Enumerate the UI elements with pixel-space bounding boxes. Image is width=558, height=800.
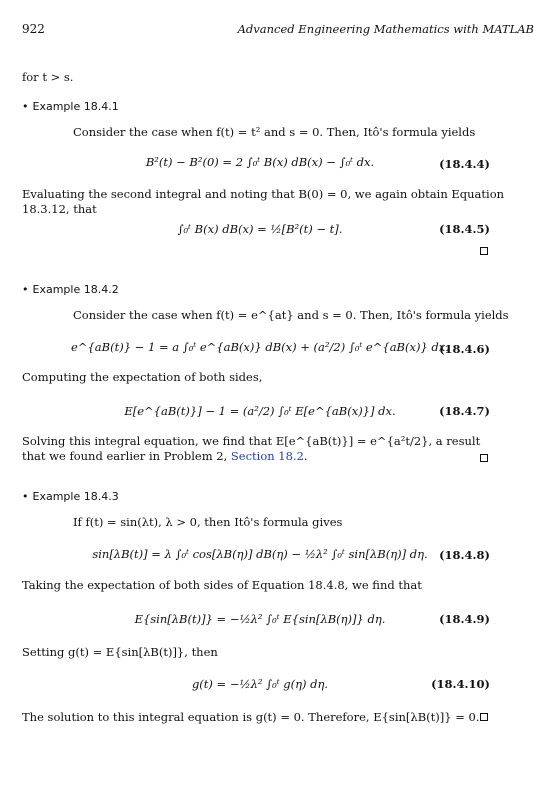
example1-text2: Evaluating the second integral and noting that B(0) = 0, we again obtain Equation 18.3.12, that <box>22 187 505 216</box>
equation-18-4-9: E{sin[λB(t)]} = −½λ² ∫₀ᵗ E{sin[λB(η)]} dη. <box>134 612 386 626</box>
equation-number: (18.4.5) <box>439 222 490 236</box>
equation-number: (18.4.7) <box>439 404 490 418</box>
example2-text3: Solving this integral equation, we find that E[e^{aB(t)}] = e^{a²t/2}, a result that we found earlier in Problem 2, Section 18.2. <box>22 434 481 463</box>
running-header: Advanced Engineering Mathematics with MATLAB <box>237 22 534 36</box>
qed-box <box>480 713 488 721</box>
equation-18-4-7: E[e^{aB(t)}] − 1 = (a²/2) ∫₀ᵗ E[e^{aB(x)}] dx. <box>124 404 396 418</box>
intro-line: for t > s. <box>22 70 74 84</box>
example3-text2: Taking the expectation of both sides of Equation 18.4.8, we find that <box>22 578 422 592</box>
equation-number: (18.4.9) <box>439 612 490 626</box>
example-heading-2: • Example 18.4.2 <box>22 283 119 296</box>
page-number: 922 <box>22 22 45 36</box>
qed-box <box>480 247 488 255</box>
equation-18-4-10: g(t) = −½λ² ∫₀ᵗ g(η) dη. <box>191 677 329 691</box>
equation-18-4-6: e^{aB(t)} − 1 = a ∫₀ᵗ e^{aB(x)} dB(x) + (a²/2) ∫₀ᵗ e^{aB(x)} dx. <box>71 340 449 354</box>
example1-text1: Consider the case when f(t) = t² and s = 0. Then, Itô's formula yields <box>73 125 476 139</box>
equation-number: (18.4.4) <box>439 157 490 171</box>
equation-18-4-8: sin[λB(t)] = λ ∫₀ᵗ cos[λB(η)] dB(η) − ½λ² ∫₀ᵗ sin[λB(η)] dη. <box>92 547 428 561</box>
equation-number: (18.4.8) <box>439 548 490 562</box>
equation-number: (18.4.10) <box>431 677 490 691</box>
equation-18-4-5: ∫₀ᵗ B(x) dB(x) = ½[B²(t) − t]. <box>177 222 343 236</box>
example-heading-1: • Example 18.4.1 <box>22 100 119 113</box>
qed-box <box>480 454 488 462</box>
example2-text1: Consider the case when f(t) = e^{at} and s = 0. Then, Itô's formula yields <box>73 308 509 322</box>
section-link[interactable]: Section 18.2 <box>230 449 304 463</box>
equation-18-4-4: B²(t) − B²(0) = 2 ∫₀ᵗ B(x) dB(x) − ∫₀ᵗ dx. <box>145 155 375 169</box>
example2-text2: Computing the expectation of both sides, <box>22 370 263 384</box>
example3-text4: The solution to this integral equation is g(t) = 0. Therefore, E{sin[λB(t)]} = 0. <box>22 710 480 724</box>
example3-text3: Setting g(t) = E{sin[λB(t)]}, then <box>22 645 218 659</box>
example-heading-3: • Example 18.4.3 <box>22 490 119 503</box>
example3-text1: If f(t) = sin(λt), λ > 0, then Itô's formula gives <box>73 515 343 529</box>
equation-number: (18.4.6) <box>439 342 490 356</box>
